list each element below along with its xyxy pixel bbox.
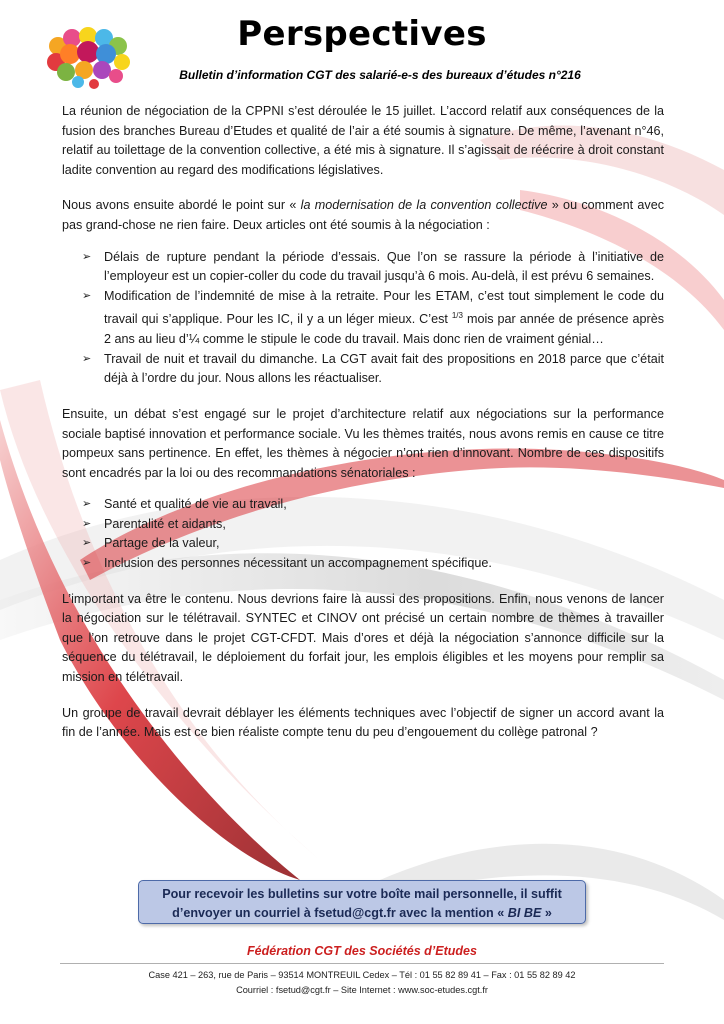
footer-email-website: Courriel : fsetud@cgt.fr – Site Internet : www.soc-etudes.cgt.fr	[236, 985, 488, 995]
paragraph-teletravail: L’important va être le contenu. Nous devrions faire là aussi des propositions. Enfin, nous venons de lancer la négociation sur le télétravail. SYNTEC et CINOV ont précisé un certain nombre de thèmes à travailler que l’on retrouve dans le projet CGT-CFDT. Mais d’ores et déjà la négociation s’annonce difficile sur la séquence du télétravail, le déploiement du forfait jour, les emplois éligibles et les moyens pour remplir sa mission en télétravail.	[62, 591, 664, 685]
arrow-bullet-icon: ➢	[82, 537, 92, 550]
paragraph-cppni: La réunion de négociation de la CPPNI s’est déroulée le 15 juillet. L’accord relatif aux conséquences de la fusion des branches Bureau d’Etudes et qualité de l’air a été soumis à signature. De même, l’avenant n°46, relatif au toilettage de la convention collective, a été mis à signature. Il s’agissait de réécrire à droit constant ladite convention au regard des modifications législatives.	[62, 104, 664, 177]
fraction-superscript: 1/3	[451, 311, 463, 321]
list-item-text: Parentalité et aidants,	[104, 516, 226, 531]
themes-list	[62, 495, 664, 573]
bulletin-title: Perspectives	[237, 14, 487, 54]
footer-contact	[0, 968, 724, 998]
arrow-bullet-icon: ➢	[82, 517, 92, 530]
list-item-text: Inclusion des personnes nécessitant un accompagnement spécifique.	[104, 556, 492, 571]
subscribe-line-1: Pour recevoir les bulletins sur votre boîte mail personnelle, il suffit	[162, 887, 562, 901]
arrow-bullet-icon: ➢	[82, 352, 92, 365]
subscribe-line-2-text: d’envoyer un courriel à fsetud@cgt.fr avec la mention «	[172, 906, 508, 920]
list-item	[82, 287, 664, 350]
arrow-bullet-icon: ➢	[82, 557, 92, 570]
list-item	[82, 350, 664, 389]
footer-address: Case 421 – 263, rue de Paris – 93514 MONTREUIL Cedex – Tél : 01 55 82 89 41 – Fax : 01 55 82 89 42	[148, 970, 576, 980]
paragraph-debat: Ensuite, un débat s’est engagé sur le projet d’architecture relatif aux négociations sur la performance sociale baptisé innovation et performance sociale. Vu les thèmes traités, nous avons remis en cause ce titre pompeux sans pertinence. En effet, les thèmes à négocier n’ont rien d’innovant. Nombre de ces dispositifs sont encadrés par la loi ou des recommandations sénatoriales :	[62, 406, 664, 480]
paragraph-modernisation-rest: » ou comment avec pas grand-chose ne rien faire. Deux articles ont été soumis à la négociation :	[62, 198, 665, 232]
paragraph-modernisation-quote: la modernisation de la convention collective	[300, 198, 548, 213]
subscribe-line-2-end: »	[541, 906, 552, 920]
paragraph-modernisation	[62, 196, 664, 235]
subscribe-notice-box	[138, 880, 586, 924]
subscribe-mention: BI BE	[507, 906, 542, 920]
list-item	[82, 554, 664, 574]
list-item-text: Modification de l’indemnité de mise à la retraite. Pour les ETAM, c’est tout simplement le code du travail qui s’applique. Pour les IC, il y a un léger mieux. C’est	[104, 288, 664, 327]
federation-name: Fédération CGT des Sociétés d’Etudes	[247, 944, 477, 958]
list-item-text: Délais de rupture pendant la période d’essais. Que l’on se rassure la période à l’initiative de l’employeur est un copier-coller du code du travail jusqu’à 6 mois. Au-delà, il est prévu 6 semaines.	[104, 249, 664, 284]
arrow-bullet-icon: ➢	[82, 289, 92, 302]
list-item-text: Partage de la valeur,	[104, 536, 220, 551]
bulletin-subtitle: Bulletin d’information CGT des salarié-e-s des bureaux d’études n°216	[179, 68, 581, 82]
list-item	[82, 515, 664, 535]
paragraph-modernisation-intro: Nous avons ensuite abordé le point sur «	[62, 198, 301, 213]
articles-list	[62, 248, 664, 389]
paragraph-groupe-travail: Un groupe de travail devrait déblayer les éléments techniques avec l’objectif de signer un accord avant la fin de l’année. Mais est ce bien réaliste compte tenu du peu d’engouement du collège patronal ?	[62, 705, 664, 740]
list-item-text: Travail de nuit et travail du dimanche. La CGT avait fait des propositions en 2018 parce que c’était déjà à l’ordre du jour. Nous allons les réactualiser.	[104, 351, 664, 386]
footer-divider	[60, 963, 664, 964]
arrow-bullet-icon: ➢	[82, 250, 92, 263]
list-item-text: mois par année de présence après 2 ans au lieu d’¼ comme le stipule le code du travail. Mais donc rien de vraiment génial…	[104, 312, 664, 347]
article-body	[62, 102, 664, 759]
list-item	[82, 248, 664, 287]
list-item	[82, 534, 664, 554]
list-item-text: Santé et qualité de vie au travail,	[104, 497, 287, 512]
subscribe-line-2	[139, 904, 585, 923]
list-item	[82, 495, 664, 515]
arrow-bullet-icon: ➢	[82, 498, 92, 511]
